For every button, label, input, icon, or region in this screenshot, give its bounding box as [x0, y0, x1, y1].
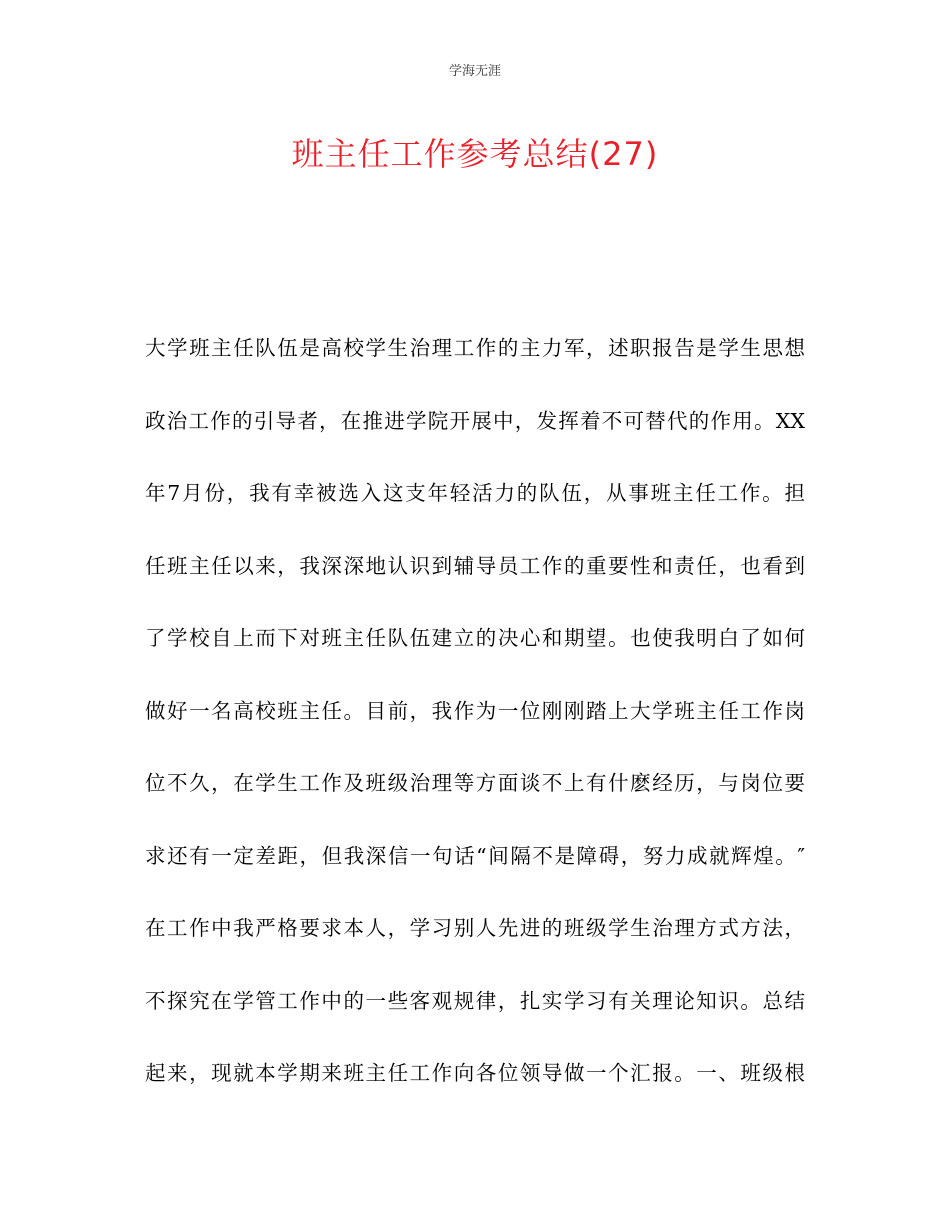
body-line: 了学校自上而下对班主任队伍建立的决心和期望。也使我明白了如何: [145, 626, 805, 650]
body-line: 位不久，在学生工作及班级治理等方面谈不上有什麽经历，与岗位要: [145, 771, 805, 795]
body-line: 做好一名高校班主任。目前，我作为一位刚刚踏上大学班主任工作岗: [145, 698, 805, 723]
body-line: 年7月份，我有幸被选入这支年轻活力的队伍，从事班主任工作。担: [145, 481, 805, 505]
body-line: 求还有一定差距，但我深信一句话“间隔不是障碍，努力成就辉煌。″: [145, 843, 805, 868]
document-title: 班主任工作参考总结(27): [291, 135, 659, 173]
body-line: 起来，现就本学期来班主任工作向各位领导做一个汇报。一、班级根: [145, 1061, 805, 1085]
document-body: [145, 324, 805, 1122]
body-line: 不探究在学管工作中的一些客观规律，扎实学习有关理论知识。总结: [145, 988, 805, 1013]
page-header: 学海无涯: [448, 64, 501, 79]
body-line: 在工作中我严格要求本人，学习别人先进的班级学生治理方式方法，: [145, 916, 805, 940]
body-line: 任班主任以来，我深深地认识到辅导员工作的重要性和责任，也看到: [145, 553, 805, 578]
body-line: 大学班主任队伍是高校学生治理工作的主力军，述职报告是学生思想: [145, 336, 805, 360]
body-line: 政治工作的引导者，在推进学院开展中，发挥着不可替代的作用。XX: [145, 408, 805, 433]
